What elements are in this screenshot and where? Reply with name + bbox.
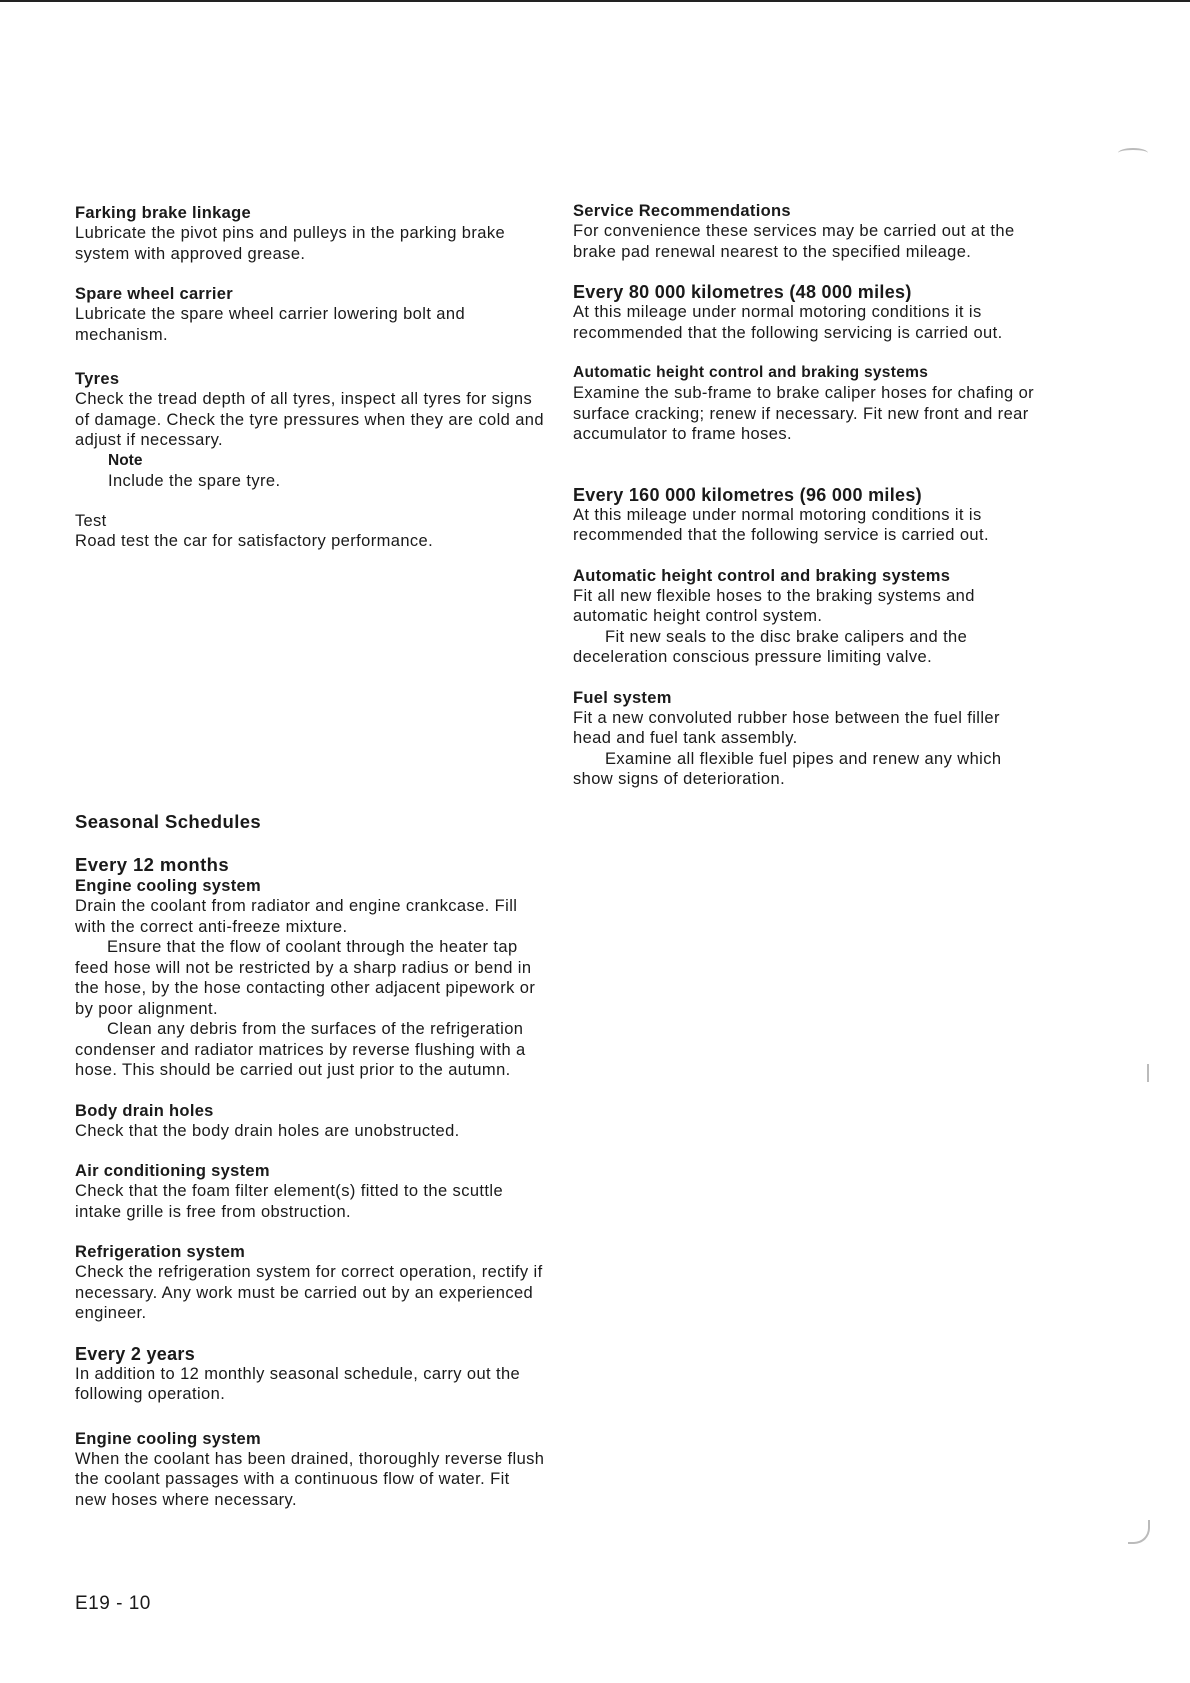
- section-text: Drain the coolant from radiator and engine crankcase. Fill with the correct anti-freeze mixture.: [75, 897, 518, 936]
- section-title: Fuel system: [573, 688, 672, 707]
- every-12-months-section: [75, 854, 545, 1081]
- section-text: Road test the car for satisfactory performance.: [75, 532, 434, 550]
- scan-mark: [1147, 1064, 1151, 1082]
- section-text: Check that the foam filter element(s) fitted to the scuttle intake grille is free from obstruction.: [75, 1182, 504, 1221]
- seasonal-block: [75, 811, 545, 1510]
- fuel-system-section: [573, 688, 1043, 790]
- section-title: Every 2 years: [75, 1343, 196, 1364]
- section-title: Every 80 000 kilometres (48 000 miles): [573, 282, 912, 302]
- section-text: Check the tread depth of all tyres, inspect all tyres for signs of damage. Check the tyre pressures when they are cold and adjust if necessary.: [75, 390, 544, 449]
- every-12-heading: Every 12 months: [75, 854, 230, 875]
- section-text: Fit all new flexible hoses to the braking systems and automatic height control system.: [573, 586, 975, 625]
- section-text: When the coolant has been drained, thoroughly reverse flush the coolant passages with a continuous flow of water. Fit new hoses where necessary.: [75, 1449, 545, 1509]
- section-text: For convenience these services may be carried out at the brake pad renewal nearest to the specified mileage.: [573, 222, 1015, 261]
- section-text: Check the refrigeration system for correct operation, rectify if necessary. Any work must be carried out by an experienced engineer.: [75, 1263, 543, 1322]
- section-title: Automatic height control and braking systems: [573, 364, 929, 381]
- test-section: [75, 511, 545, 552]
- top-border: [0, 0, 1190, 2]
- section-text: Clean any debris from the surfaces of the refrigeration condenser and radiator matrices by reverse flushing with a hose. This should be carried out just prior to the autumn.: [75, 1020, 526, 1079]
- section-text: Examine the sub-frame to brake caliper hoses for chafing or surface cracking; renew if necessary. Fit new front and rear accumulator to frame hoses.: [573, 384, 1035, 443]
- left-column: [75, 203, 545, 1509]
- every-160000-section: [573, 485, 1043, 546]
- section-title: Farking brake linkage: [75, 204, 251, 222]
- section-text: In addition to 12 monthly seasonal schedule, carry out the following operation.: [75, 1364, 521, 1403]
- refrigeration-section: [75, 1242, 545, 1324]
- section-text: Examine all flexible fuel pipes and renew any which show signs of deterioration.: [573, 749, 1002, 788]
- section-title: Service Recommendations: [573, 202, 791, 220]
- service-recommendations-section: [573, 201, 1043, 262]
- tyres-section: [75, 369, 545, 491]
- engine-cooling-2-section: [75, 1429, 545, 1511]
- section-text: Fit new seals to the disc brake calipers and the deceleration conscious pressure limiting valve.: [573, 627, 968, 666]
- section-title: Test: [75, 512, 107, 530]
- section-text: Lubricate the pivot pins and pulleys in the parking brake system with approved grease.: [75, 224, 506, 263]
- section-title: Refrigeration system: [75, 1243, 246, 1261]
- section-text: Check that the body drain holes are unobstructed.: [75, 1121, 460, 1140]
- parking-brake-section: [75, 203, 545, 264]
- right-column: [573, 201, 1043, 790]
- section-title: Automatic height control and braking systems: [573, 566, 951, 585]
- air-conditioning-section: [75, 1161, 545, 1222]
- every-2-years-section: [75, 1344, 545, 1405]
- note-block: [108, 451, 545, 492]
- note-text: Include the spare tyre.: [108, 471, 281, 490]
- body-drain-section: [75, 1101, 545, 1142]
- section-text: Ensure that the flow of coolant through the heater tap feed hose will not be restricted by a sharp radius or bend in the hose, by the hose contacting other adjacent pipework or by poor alignment.: [75, 938, 536, 1018]
- section-title: Engine cooling system: [75, 1429, 262, 1448]
- section-text: Lubricate the spare wheel carrier lowering bolt and mechanism.: [75, 305, 466, 344]
- section-title: Tyres: [75, 370, 120, 388]
- spare-wheel-section: [75, 284, 545, 345]
- section-text: At this mileage under normal motoring conditions it is recommended that the following servicing is carried out.: [573, 303, 1003, 342]
- note-label: Note: [108, 451, 143, 469]
- section-title: Body drain holes: [75, 1101, 214, 1120]
- section-title: Every 160 000 kilometres (96 000 miles): [573, 484, 922, 505]
- scan-mark: [1118, 148, 1148, 158]
- section-text: Fit a new convoluted rubber hose between the fuel filler head and fuel tank assembly.: [573, 708, 1000, 747]
- scan-mark: [1128, 1520, 1150, 1544]
- every-80000-section: [573, 282, 1043, 343]
- page-number: E19 - 10: [75, 1593, 151, 1614]
- section-title: Engine cooling system: [75, 877, 262, 895]
- auto-height-section-2: [573, 566, 1043, 668]
- seasonal-heading: Seasonal Schedules: [75, 811, 262, 832]
- section-title: Spare wheel carrier: [75, 285, 233, 303]
- auto-height-section-1: [573, 363, 1043, 445]
- section-text: At this mileage under normal motoring conditions it is recommended that the following service is carried out.: [573, 505, 989, 544]
- section-title: Air conditioning system: [75, 1162, 270, 1180]
